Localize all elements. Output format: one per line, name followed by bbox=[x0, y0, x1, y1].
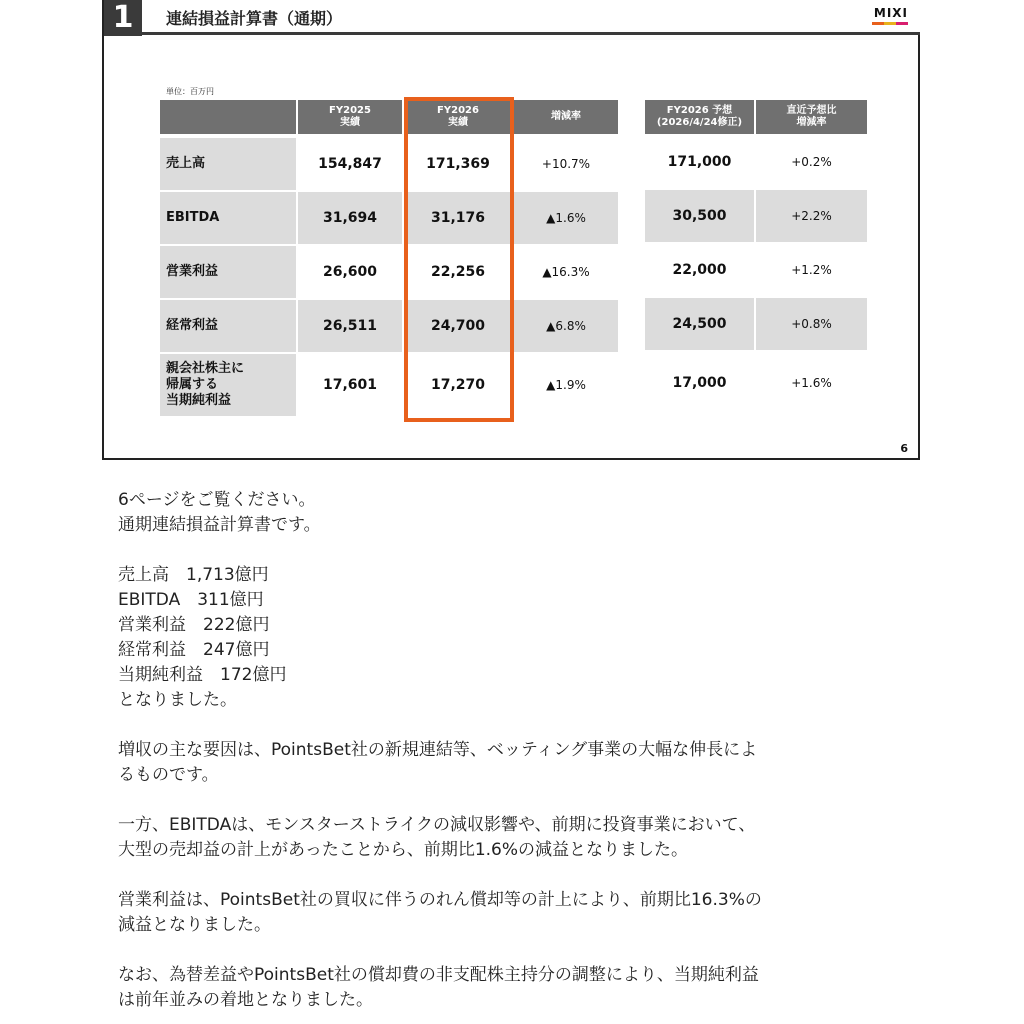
notes-line: 営業利益は、PointsBet社の買収に伴うのれん償却等の計上により、前期比16.3%の bbox=[118, 890, 762, 910]
table-cell-fy2026: 31,176 bbox=[406, 192, 510, 244]
table-cell-fy2026: 17,270 bbox=[430, 377, 486, 393]
notes-gap bbox=[118, 863, 918, 888]
notes-line: なお、為替差益やPointsBet社の償却費の非支配株主持分の調整により、当期純利益 bbox=[118, 965, 759, 985]
header-change: 増減率 bbox=[514, 100, 618, 134]
table-cell-label: 親会社株主に 帰属する 当期純利益 bbox=[160, 354, 296, 416]
notes-line: EBITDA 311億円 bbox=[118, 590, 264, 610]
notes-line: 営業利益 222億円 bbox=[118, 615, 270, 635]
table-cell-forecast: 22,000 bbox=[672, 262, 727, 278]
header-bar bbox=[142, 0, 920, 35]
table-cell-label: 経常利益 bbox=[160, 300, 296, 352]
table-cell-label: 営業利益 bbox=[160, 246, 296, 298]
notes-line: 大型の売却益の計上があったことから、前期比1.6%の減益となりました。 bbox=[118, 840, 689, 860]
table-cell-fy2025: 26,600 bbox=[322, 264, 378, 280]
fy2026-highlight-box bbox=[404, 97, 514, 422]
notes-line: 当期純利益 172億円 bbox=[118, 665, 287, 685]
slide-header bbox=[104, 0, 918, 36]
header-forecast: FY2026 予想 (2026/4/24修正) bbox=[645, 100, 754, 134]
notes-gap bbox=[118, 538, 918, 563]
slide bbox=[102, 0, 920, 460]
table-cell-fy2025: 17,601 bbox=[322, 377, 378, 393]
notes-line: は前年並みの着地となりました。 bbox=[118, 990, 373, 1010]
table-cell-label: EBITDA bbox=[160, 192, 296, 244]
notes-line: 経常利益 247億円 bbox=[118, 640, 270, 660]
table-cell-forecast_change: +0.2% bbox=[791, 155, 832, 169]
table-cell-forecast_change: +1.2% bbox=[791, 263, 832, 277]
table-cell-change: ▲6.8% bbox=[514, 300, 618, 352]
table-cell-label: 売上高 bbox=[160, 138, 296, 190]
slide-title: 連結損益計算書（通期） bbox=[166, 9, 343, 28]
table-cell-change: ▲1.6% bbox=[514, 192, 618, 244]
notes-line: 6ページをご覧ください。 bbox=[118, 490, 316, 510]
table-cell-forecast_change: +1.6% bbox=[791, 376, 832, 390]
notes-line: 増収の主な要因は、PointsBet社の新規連結等、ベッティング事業の大幅な伸長によ bbox=[118, 740, 758, 760]
unit-label: 単位：百万円 bbox=[166, 87, 214, 96]
table-cell-change: ▲16.3% bbox=[542, 265, 590, 279]
notes-line: 売上高 1,713億円 bbox=[118, 565, 269, 585]
logo-color-bar bbox=[872, 22, 908, 25]
table-cell-fy2025: 31,694 bbox=[298, 192, 402, 244]
speaker-notes bbox=[118, 488, 918, 1013]
notes-gap bbox=[118, 713, 918, 738]
header-blank bbox=[160, 100, 296, 134]
table-cell-forecast_change: +0.8% bbox=[756, 298, 867, 350]
header-fy2025: FY2025 実績 bbox=[298, 100, 402, 134]
header-forecast-change: 直近予想比 増減率 bbox=[756, 100, 867, 134]
notes-line: 減益となりました。 bbox=[118, 915, 271, 935]
notes-line: るものです。 bbox=[118, 765, 219, 785]
table-cell-forecast: 171,000 bbox=[667, 154, 732, 170]
header-fy2026: FY2026 実績 bbox=[406, 100, 510, 134]
notes-gap bbox=[118, 938, 918, 963]
table-cell-fy2025: 154,847 bbox=[318, 156, 382, 172]
table-cell-forecast_change: +2.2% bbox=[756, 190, 867, 242]
table-cell-forecast: 17,000 bbox=[672, 375, 727, 391]
page-number: 6 bbox=[900, 442, 908, 455]
table-cell-change: +10.7% bbox=[541, 157, 591, 171]
table-cell-fy2026: 171,369 bbox=[426, 156, 490, 172]
section-number: 1 bbox=[104, 0, 142, 36]
notes-gap bbox=[118, 788, 918, 813]
notes-line: 通期連結損益計算書です。 bbox=[118, 515, 321, 535]
table-cell-fy2026: 22,256 bbox=[430, 264, 486, 280]
table-cell-forecast: 30,500 bbox=[645, 190, 754, 242]
table-cell-fy2025: 26,511 bbox=[298, 300, 402, 352]
table-cell-change: ▲1.9% bbox=[546, 378, 586, 392]
table-cell-fy2026: 24,700 bbox=[406, 300, 510, 352]
notes-line: 一方、EBITDAは、モンスターストライクの減収影響や、前期に投資事業において、 bbox=[118, 815, 756, 835]
table-cell-forecast: 24,500 bbox=[645, 298, 754, 350]
notes-line: となりました。 bbox=[118, 690, 237, 710]
mixi-logo: MIXI bbox=[873, 6, 908, 20]
